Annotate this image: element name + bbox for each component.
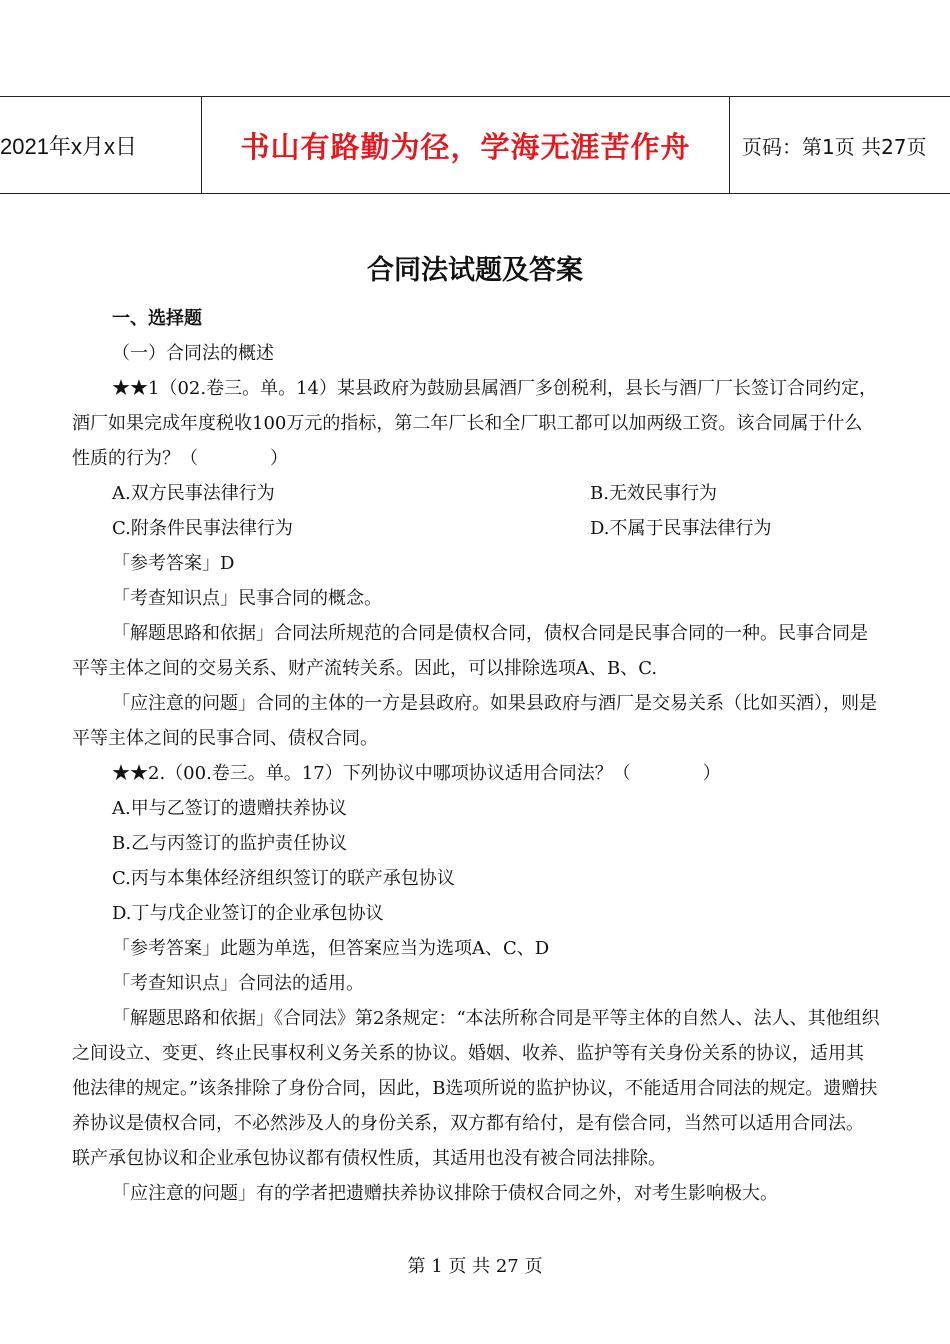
header-date: 2021年x月x日 [0, 133, 137, 159]
question-1-option-b: B.无效民事行为 [590, 483, 717, 504]
page-footer: 第 1 页 共 27 页 [407, 1256, 543, 1277]
question-1-reasoning: 「解题思路和依据」合同法所规范的合同是债权合同，债权合同是民事合同的一种。民事合同是平等主体之间的交易关系、财产流转关系。因此，可以排除选项A、B、C. [72, 623, 868, 679]
question-1-answer: 「参考答案」D [112, 553, 235, 574]
question-2-stem: ★★2.（00.卷三。单。17）下列协议中哪项协议适用合同法？（ ） [112, 763, 721, 784]
question-2-option-a: A.甲与乙签订的遗赠扶养协议 [112, 798, 347, 819]
question-1-options-row-1 [72, 476, 880, 511]
header-page-number: 页码：第1页 共27页 [742, 134, 927, 159]
question-1-note: 「应注意的问题」合同的主体的一方是县政府。如果县政府与酒厂是交易关系（比如买酒），则是平等主体之间的民事合同、债权合同。 [72, 693, 877, 749]
page-header [0, 96, 950, 194]
question-2-answer: 「参考答案」此题为单选，但答案应当为选项A、C、D [112, 938, 550, 959]
question-1-option-c: C.附条件民事法律行为 [112, 518, 293, 539]
question-1-option-d: D.不属于民事法律行为 [590, 518, 772, 539]
document-body [72, 301, 880, 1211]
question-2-option-b: B.乙与丙签订的监护责任协议 [112, 833, 347, 854]
question-2-note: 「应注意的问题」有的学者把遗赠扶养协议排除于债权合同之外，对考生影响极大。 [112, 1183, 778, 1204]
question-2-knowledge: 「考查知识点」合同法的适用。 [112, 973, 364, 994]
question-1-option-a: A.双方民事法律行为 [112, 483, 275, 504]
question-1-knowledge: 「考查知识点」民事合同的概念。 [112, 588, 382, 609]
question-2-reasoning: 「解题思路和依据」《合同法》第2条规定：“本法所称合同是平等主体的自然人、法人、其他组织之间设立、变更、终止民事权利义务关系的协议。婚姻、收养、监护等有关身份关系的协议，适用其他法律的规定。”该条排除了身份合同，因此，B选项所说的监护协议，不能适用合同法的规定。遗赠扶养协议是债权合同，不必然涉及人的身份关系，双方都有给付，是有偿合同，当然可以适用合同法。联产承包协议和企业承包协议都有债权性质，其适用也没有被合同法排除。 [72, 1008, 880, 1169]
header-motto: 书山有路勤为径，学海无涯苦作舟 [201, 97, 730, 193]
question-2-option-c: C.丙与本集体经济组织签订的联产承包协议 [112, 868, 455, 889]
document-title: 合同法试题及答案 [367, 255, 583, 286]
question-1-options-row-2 [72, 511, 880, 546]
question-1-stem: ★★1（02.卷三。单。14）某县政府为鼓励县属酒厂多创税利，县长与酒厂厂长签订合同约定，酒厂如果完成年度税收100万元的指标，第二年厂长和全厂职工都可以加两级工资。该合同属于什么性质的行为？（ ） [72, 378, 877, 469]
subsection-heading: （一）合同法的概述 [112, 343, 274, 364]
section-heading: 一、选择题 [112, 308, 202, 329]
question-2-option-d: D.丁与戊企业签订的企业承包协议 [112, 903, 384, 924]
